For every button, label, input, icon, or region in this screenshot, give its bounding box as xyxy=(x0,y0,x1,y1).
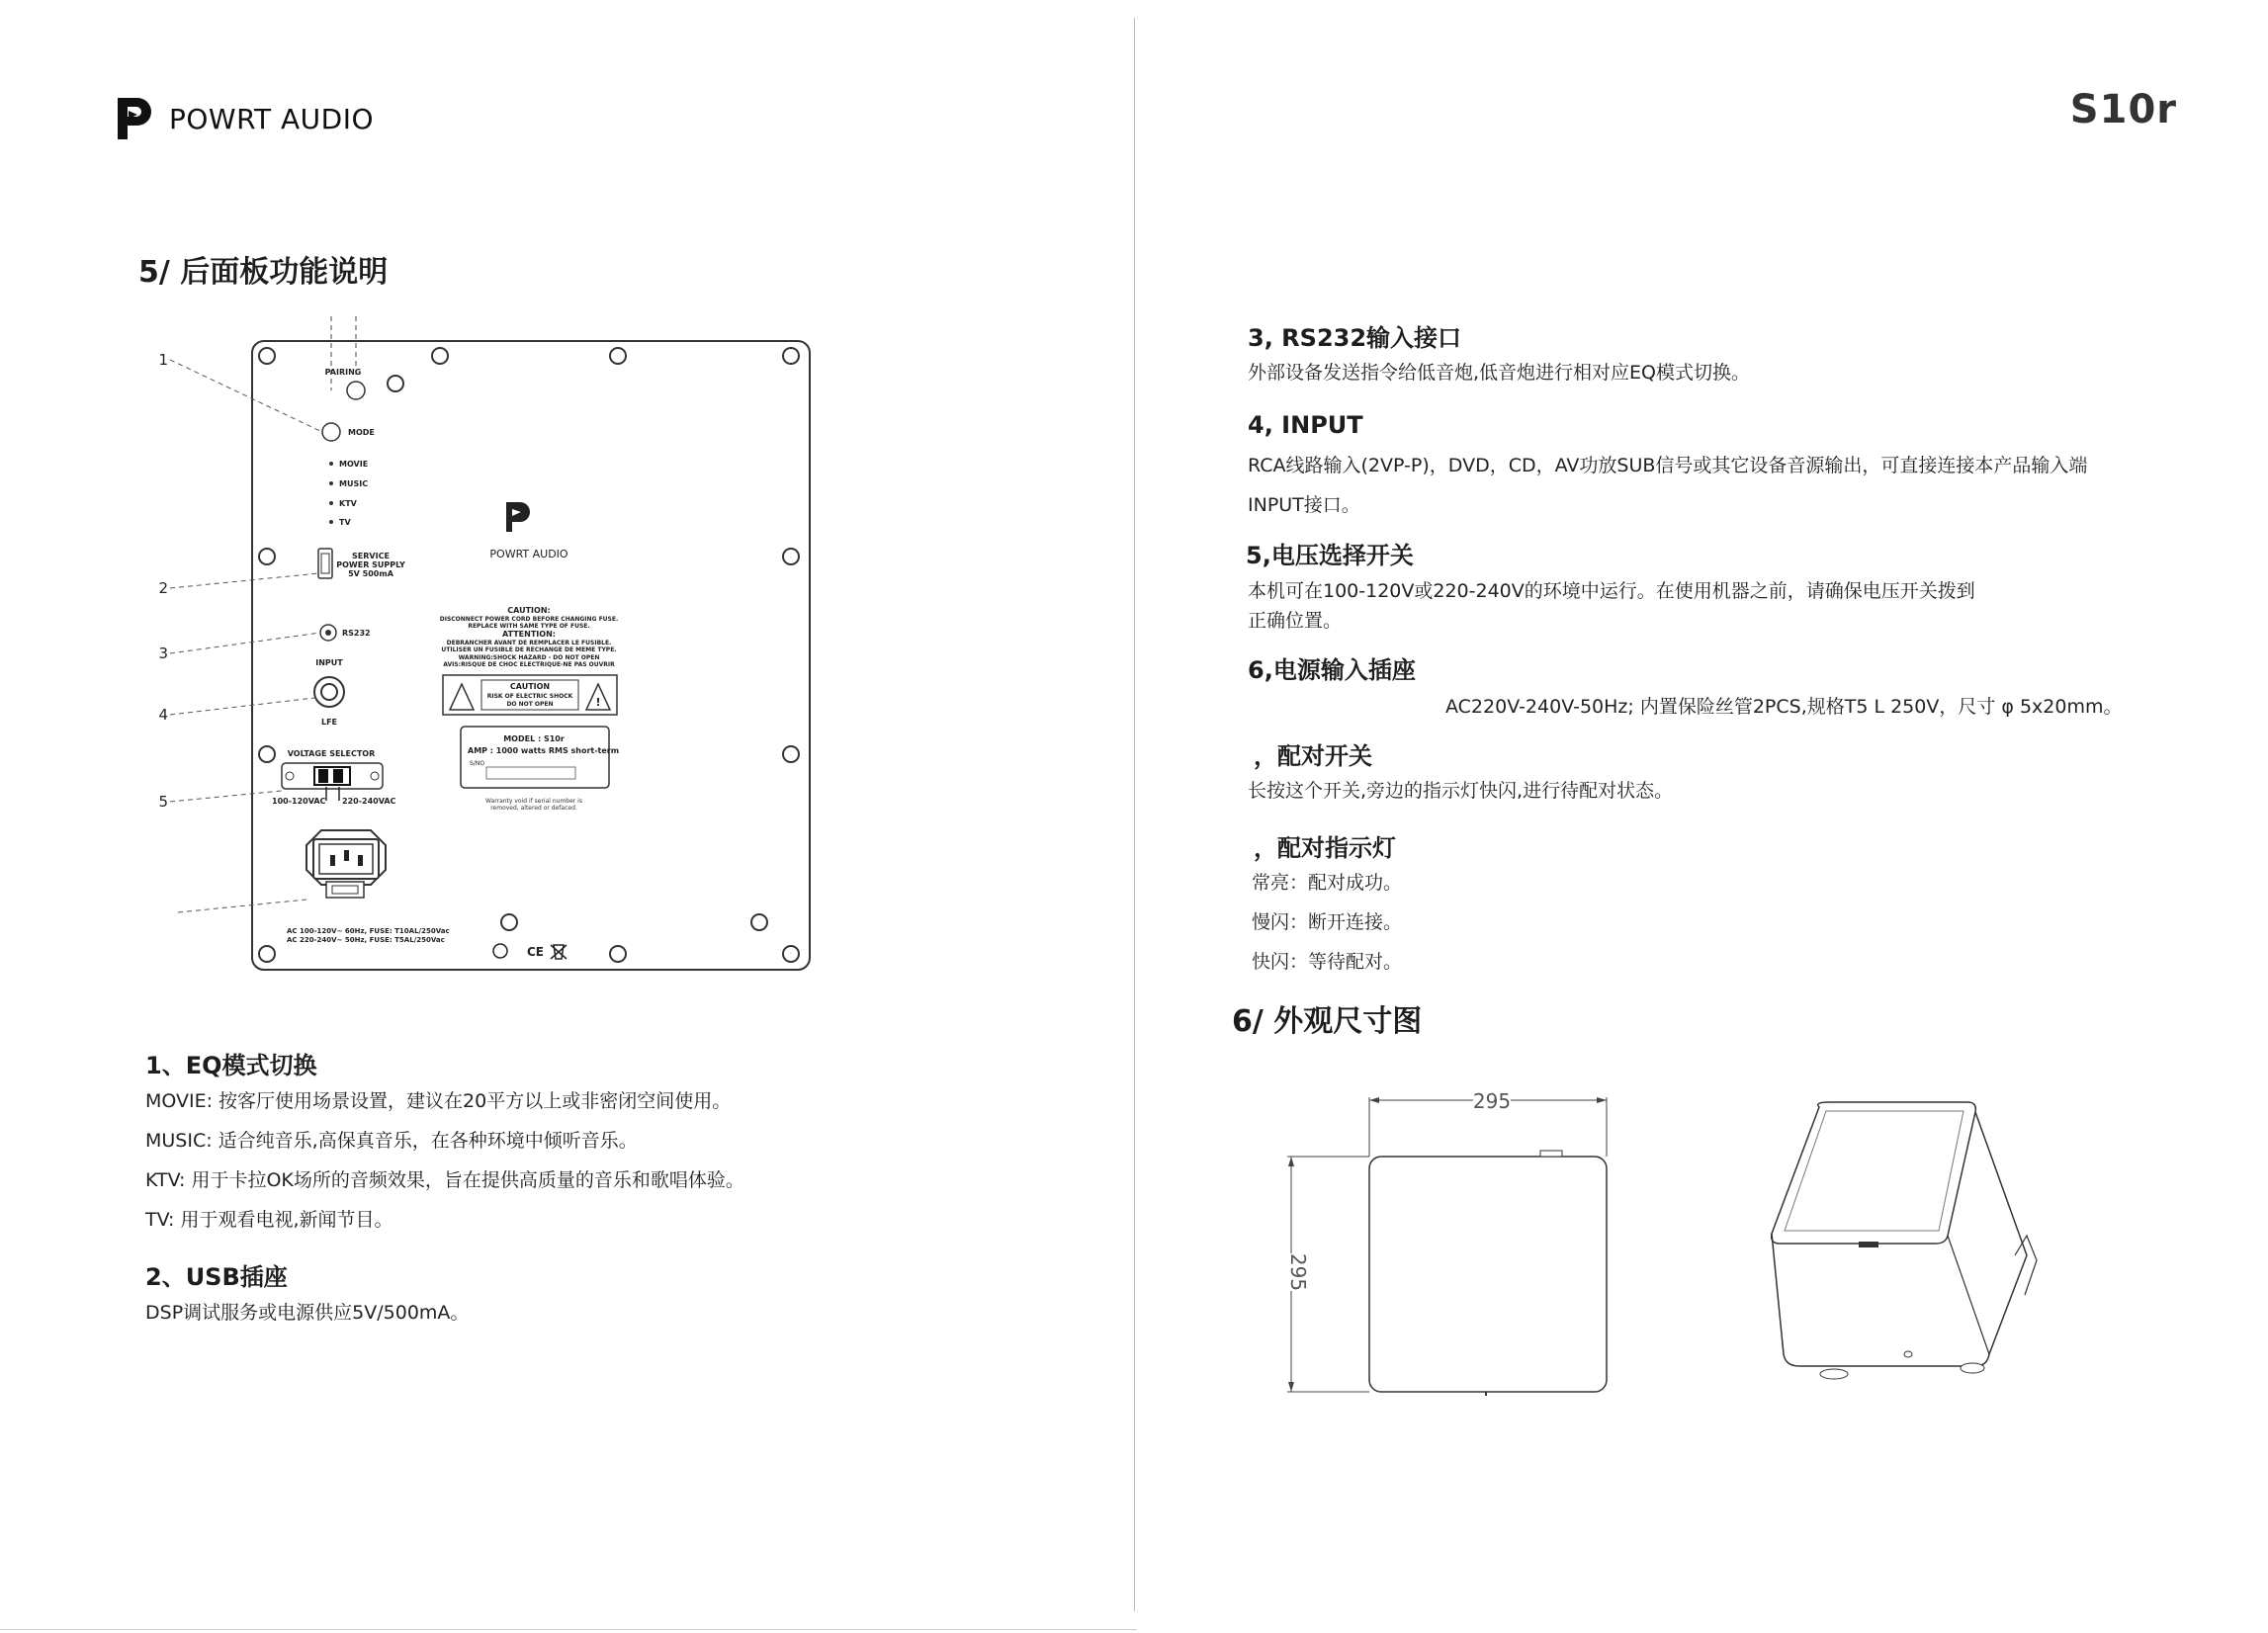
panel-warning-line1: WARNING:SHOCK HAZARD - DO NOT OPEN xyxy=(458,654,600,661)
brand-header xyxy=(114,94,374,143)
pairing-led-title: ，配对指示灯 xyxy=(1254,834,1396,862)
input-description-line2: INPUT接口。 xyxy=(1248,494,1360,516)
usb-description: DSP调试服务或电源供应5V/500mA。 xyxy=(145,1302,470,1324)
panel-caution-title: CAUTION: xyxy=(507,606,551,615)
svg-text:CE: CE xyxy=(527,945,545,959)
product-perspective-drawing xyxy=(1760,1087,2056,1404)
eq-mode-ktv: KTV: 用于卡拉OK场所的音频效果，旨在提供高质量的音乐和歌唱体验。 xyxy=(145,1169,744,1191)
dimension-height: 295 xyxy=(1286,1252,1310,1292)
panel-attention-line2: UTILISER UN FUSIBLE DE RECHANGE DE MEME TYPE. xyxy=(441,646,617,653)
panel-rs232-label: RS232 xyxy=(342,629,371,638)
callout-number-4: 4 xyxy=(158,706,168,724)
panel-5v-label: 5V 500mA xyxy=(348,569,393,578)
eq-mode-tv: TV: 用于观看电视,新闻节目。 xyxy=(145,1209,393,1231)
panel-model-plate: MODEL : S10r xyxy=(503,734,565,743)
panel-mode-label: MODE xyxy=(348,428,375,437)
panel-input-label: INPUT xyxy=(315,658,343,667)
bottom-rule xyxy=(0,1629,1137,1630)
voltage-description-line2: 正确位置。 xyxy=(1248,610,1343,632)
callout-number-1: 1 xyxy=(158,351,168,369)
callout-number-5: 5 xyxy=(158,793,168,811)
power-inlet-description: AC220V-240V-50Hz; 内置保险丝管2PCS,规格T5 L 250V，尺寸 φ 5x20mm。 xyxy=(1445,696,2123,718)
pairing-switch-description: 长按这个开关,旁边的指示灯快闪,进行待配对状态。 xyxy=(1248,780,1674,802)
dimension-drawing xyxy=(1275,1077,1621,1404)
usb-title: 2、USB插座 xyxy=(145,1263,288,1291)
section-title-rear-panel: 5/ 后面板功能说明 xyxy=(138,255,389,290)
panel-warranty-line2: removed, altered or defaced. xyxy=(490,805,577,812)
eq-mode-title: 1、EQ模式切换 xyxy=(145,1052,317,1079)
panel-caution-line1: DISCONNECT POWER CORD BEFORE CHANGING FUSE. xyxy=(439,616,619,623)
panel-pairing-label: PAIRING xyxy=(324,368,362,377)
panel-voltage-selector-label: VOLTAGE SELECTOR xyxy=(287,749,376,758)
callout-number-3: 3 xyxy=(158,645,168,662)
pairing-led-solid: 常亮：配对成功。 xyxy=(1252,872,1403,894)
panel-voltage-high: 220-240VAC xyxy=(342,797,396,806)
panel-service-label: SERVICE xyxy=(352,552,390,560)
pairing-led-slow: 慢闪：断开连接。 xyxy=(1252,911,1403,933)
voltage-description-line1: 本机可在100-120V或220-240V的环境中运行。在使用机器之前，请确保电压开关拨到 xyxy=(1248,580,1975,602)
brand-name: POWRT AUDIO xyxy=(169,102,375,135)
svg-text:!: ! xyxy=(595,696,601,709)
page-divider xyxy=(1134,18,1135,1611)
panel-voltage-low: 100-120VAC xyxy=(272,797,326,806)
rear-panel-diagram xyxy=(148,316,821,988)
brand-logo-icon xyxy=(114,94,159,143)
panel-caution-box-title: CAUTION xyxy=(509,682,551,691)
panel-mode-movie: MOVIE xyxy=(339,460,369,469)
panel-fuse-line2: AC 220-240V~ 50Hz, FUSE: T5AL/250Vac xyxy=(287,936,445,944)
panel-warranty-line1: Warranty void if serial number is xyxy=(485,798,582,805)
panel-amp-plate: AMP : 1000 watts RMS short-term xyxy=(468,746,620,755)
power-inlet-title: 6,电源输入插座 xyxy=(1248,656,1416,684)
callout-number-2: 2 xyxy=(158,579,168,597)
panel-sn-label: S/NO xyxy=(470,760,485,767)
panel-mode-music: MUSIC xyxy=(339,479,369,488)
panel-lfe-label: LFE xyxy=(320,718,338,727)
panel-warning-line2: AVIS:RISQUE DE CHOC ELECTRIQUE-NE PAS OUVRIR xyxy=(443,661,615,668)
panel-mode-tv: TV xyxy=(339,518,351,527)
panel-caution-line2: REPLACE WITH SAME TYPE OF FUSE. xyxy=(468,623,590,630)
eq-mode-movie: MOVIE: 按客厅使用场景设置，建议在20平方以上或非密闭空间使用。 xyxy=(145,1090,732,1112)
pairing-led-fast: 快闪：等待配对。 xyxy=(1252,951,1403,973)
rs232-description: 外部设备发送指令给低音炮,低音炮进行相对应EQ模式切换。 xyxy=(1248,362,1751,384)
dimensions-title: 6/ 外观尺寸图 xyxy=(1232,1004,1423,1039)
panel-power-supply-label: POWER SUPPLY xyxy=(336,560,405,569)
input-description-line1: RCA线路输入(2VP-P)，DVD，CD，AV功放SUB信号或其它设备音源输出，可直接连接本产品输入端 xyxy=(1248,455,2088,476)
pairing-switch-title: ，配对开关 xyxy=(1254,742,1372,770)
panel-attention-line1: DEBRANCHER AVANT DE REMPLACER LE FUSIBLE. xyxy=(446,640,612,646)
dimension-width: 295 xyxy=(1472,1089,1512,1113)
panel-logo-text: POWRT AUDIO xyxy=(489,548,568,560)
voltage-selector-title: 5,电压选择开关 xyxy=(1246,542,1414,569)
eq-mode-music: MUSIC: 适合纯音乐,高保真音乐，在各种环境中倾听音乐。 xyxy=(145,1130,638,1152)
panel-attention-title: ATTENTION: xyxy=(502,630,556,639)
panel-caution-box-line2: DO NOT OPEN xyxy=(506,701,554,708)
input-title: 4, INPUT xyxy=(1248,411,1363,439)
rs232-title: 3, RS232输入接口 xyxy=(1248,324,1462,352)
model-label: S10r xyxy=(2069,87,2177,132)
panel-caution-box-line1: RISK OF ELECTRIC SHOCK xyxy=(486,693,573,700)
panel-fuse-line1: AC 100-120V~ 60Hz, FUSE: T10AL/250Vac xyxy=(287,927,450,935)
panel-mode-ktv: KTV xyxy=(339,499,357,508)
